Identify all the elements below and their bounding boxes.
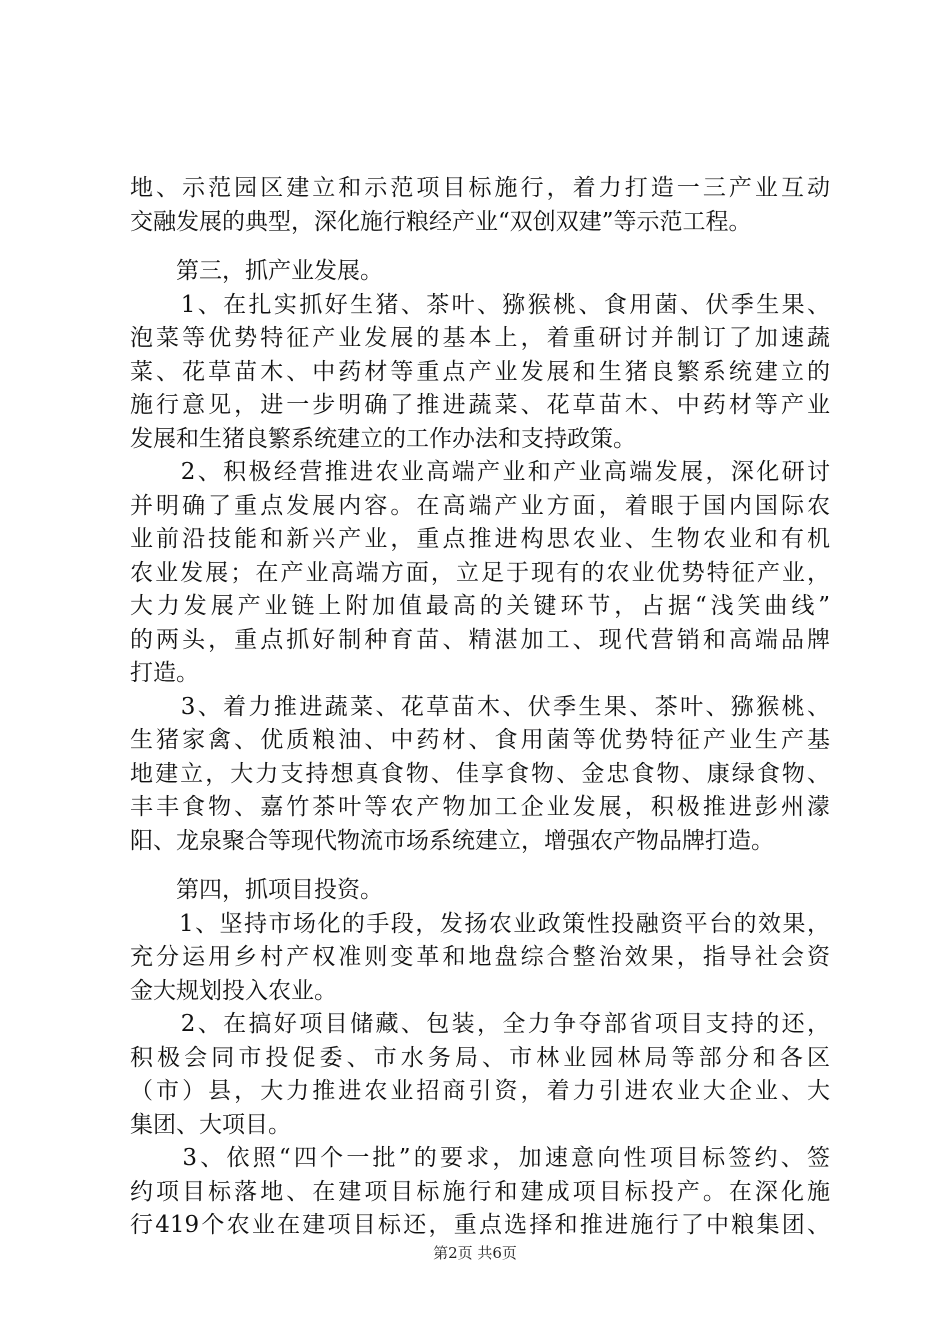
paragraph [130, 1008, 830, 1142]
text-line: 业前沿技能和新兴产业，重点推进构思农业、生物农业和有机 [130, 526, 830, 552]
text-line: 第四，抓项目投资。 [130, 877, 383, 903]
page-footer [0, 1243, 950, 1263]
text-line: 第三，抓产业发展。 [130, 258, 383, 284]
text-line: 生猪家禽、优质粮油、中药材、食用菌等优势特征产业生产基 [130, 727, 830, 753]
text-line: 2、积极经营推进农业高端产业和产业高端发展，深化研讨 [130, 459, 830, 485]
text-line: 阳、龙泉聚合等现代物流市场系统建立，增强农产物品牌打造。 [130, 827, 774, 854]
text-line: 施行意见，进一步明确了推进蔬菜、花草苗木、中药材等产业 [130, 392, 830, 418]
paragraph [130, 691, 830, 859]
text-line: 打造。 [130, 660, 199, 686]
text-line: 积极会同市投促委、市水务局、市林业园林局等部分和各区 [130, 1044, 830, 1071]
paragraph [130, 289, 830, 457]
text-line: 2、在搞好项目储藏、包装，全力争夺部省项目支持的还， [130, 1011, 830, 1037]
text-line: 地、示范园区建立和示范项目标施行，着力打造一三产业互动 [130, 175, 830, 201]
text-line: 的两头，重点抓好制种育苗、精湛加工、现代营销和高端品牌 [130, 626, 830, 653]
text-line: 1、在扎实抓好生猪、茶叶、猕猴桃、食用菌、伏季生果、 [130, 291, 830, 318]
section-heading [130, 874, 830, 908]
document-body [130, 172, 830, 1243]
text-line: 大力发展产业链上附加值最高的关键环节，占据“浅笑曲线” [130, 593, 830, 619]
text-line: 交融发展的典型，深化施行粮经产业“双创双建”等示范工程。 [130, 208, 752, 235]
text-line: 约项目标落地、在建项目标施行和建成项目标投产。在深化施 [130, 1178, 830, 1205]
text-line: 并明确了重点发展内容。在高端产业方面，着眼于国内国际农 [130, 492, 830, 519]
paragraph [130, 1142, 830, 1243]
text-line: 地建立，大力支持想真食物、佳享食物、金忠食物、康绿食物、 [130, 760, 830, 787]
text-line: 1、坚持市场化的手段，发扬农业政策性投融资平台的效果， [130, 910, 830, 937]
text-line: 农业发展；在产业高端方面，立足于现有的农业优势特征产业， [130, 559, 830, 586]
text-line: 丰丰食物、嘉竹茶叶等农产物加工企业发展，积极推进彭州濛 [130, 794, 830, 820]
text-line: 行419个农业在建项目标还，重点选择和推进施行了中粮集团、 [130, 1212, 830, 1238]
text-line: 集团、大项目。 [130, 1111, 291, 1138]
text-line: 充分运用乡村产权准则变革和地盘综合整治效果，指导社会资 [130, 944, 830, 970]
text-line: 3、依照“四个一批”的要求，加速意向性项目标签约、签 [130, 1145, 830, 1171]
text-line: 泡菜等优势特征产业发展的基本上，着重研讨并制订了加速蔬 [130, 325, 830, 351]
paragraph [130, 908, 830, 1009]
text-line: 菜、花草苗木、中药材等重点产业发展和生猪良繁系统建立的 [130, 358, 830, 385]
page-number: 第2页 共6页 [433, 1244, 517, 1262]
text-line: 发展和生猪良繁系统建立的工作办法和支持政策。 [130, 425, 636, 452]
text-line: 3、着力推进蔬菜、花草苗木、伏季生果、茶叶、猕猴桃、 [130, 693, 830, 720]
text-line: （市）县，大力推进农业招商引资，着力引进农业大企业、大 [130, 1078, 830, 1104]
paragraph [130, 172, 830, 239]
paragraph [130, 456, 830, 691]
section-heading [130, 255, 830, 289]
text-line: 金大规划投入农业。 [130, 977, 337, 1004]
